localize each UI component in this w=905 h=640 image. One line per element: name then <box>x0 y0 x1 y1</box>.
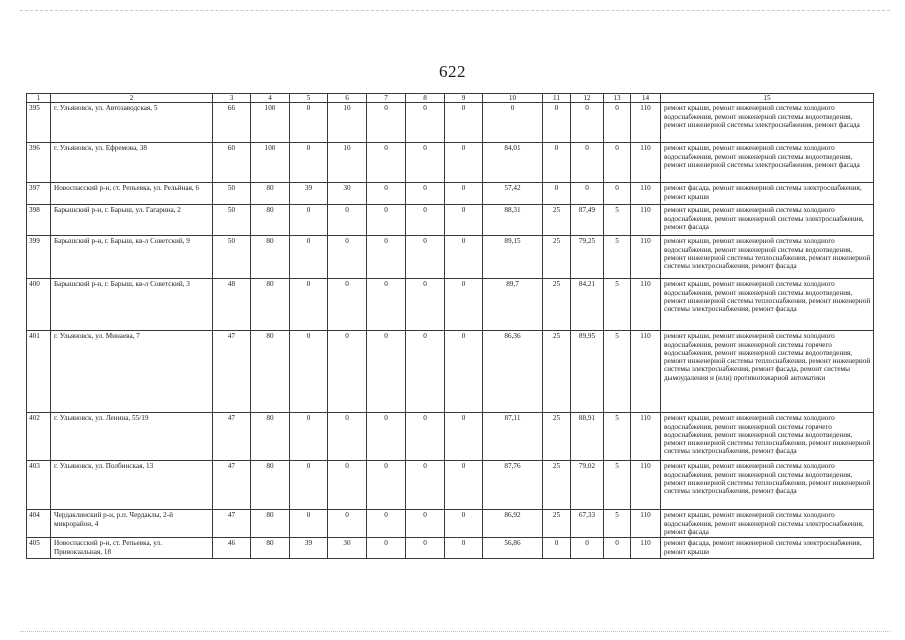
value-cell: 110 <box>631 510 661 538</box>
row-number-cell: 403 <box>27 461 51 510</box>
value-cell: 25 <box>543 236 571 279</box>
address-cell: Барышский р-н, г. Барыш, кв-л Советский, 9 <box>51 236 213 279</box>
value-cell: 0 <box>543 183 571 205</box>
value-cell: 0 <box>445 143 483 183</box>
value-cell: 25 <box>543 413 571 461</box>
value-cell: 80 <box>251 279 290 331</box>
value-cell: 0 <box>367 279 406 331</box>
value-cell: 80 <box>251 538 290 559</box>
value-cell: 57,42 <box>483 183 543 205</box>
value-cell: 0 <box>328 205 367 236</box>
value-cell: 0 <box>290 413 328 461</box>
value-cell: 0 <box>290 205 328 236</box>
value-cell: 0 <box>367 461 406 510</box>
value-cell: 0 <box>367 103 406 143</box>
value-cell: 87,49 <box>571 205 604 236</box>
column-number: 9 <box>445 94 483 103</box>
repair-works-cell: ремонт крыши, ремонт инженерной системы холодного водоснабжения, ремонт инженерной системы водоотведения, ремонт инженерной системы теплоснабжения, ремонт инженерной системы электроснабжения, ремонт фасада <box>661 279 874 331</box>
address-cell: г. Ульяновск, ул. Автозаводская, 5 <box>51 103 213 143</box>
address-cell: Новоспасский р-н, ст. Репьевка, ул. Привокзальная, 18 <box>51 538 213 559</box>
value-cell: 110 <box>631 103 661 143</box>
value-cell: 0 <box>445 103 483 143</box>
value-cell: 0 <box>406 510 445 538</box>
repair-works-cell: ремонт крыши, ремонт инженерной системы холодного водоснабжения, ремонт инженерной системы водоотведения, ремонт инженерной системы теплоснабжения, ремонт инженерной системы электроснабжения, ремонт фасада <box>661 461 874 510</box>
value-cell: 5 <box>604 461 631 510</box>
value-cell: 84,21 <box>571 279 604 331</box>
value-cell: 0 <box>406 413 445 461</box>
value-cell: 0 <box>406 279 445 331</box>
value-cell: 0 <box>406 236 445 279</box>
value-cell: 0 <box>406 143 445 183</box>
value-cell: 0 <box>406 183 445 205</box>
value-cell: 39 <box>290 538 328 559</box>
value-cell: 0 <box>328 236 367 279</box>
value-cell: 56,86 <box>483 538 543 559</box>
value-cell: 100 <box>251 143 290 183</box>
row-number-cell: 396 <box>27 143 51 183</box>
value-cell: 0 <box>406 331 445 413</box>
value-cell: 80 <box>251 461 290 510</box>
value-cell: 39 <box>290 183 328 205</box>
column-number: 2 <box>51 94 213 103</box>
value-cell: 0 <box>445 331 483 413</box>
value-cell: 5 <box>604 331 631 413</box>
repair-works-cell: ремонт крыши, ремонт инженерной системы холодного водоснабжения, ремонт инженерной системы горячего водоснабжения, ремонт инженерной системы водоотведения, ремонт инженерной системы теплоснабжения, ремонт инженерной системы электроснабжения, ремонт фасада <box>661 413 874 461</box>
column-number: 6 <box>328 94 367 103</box>
value-cell: 48 <box>213 279 251 331</box>
value-cell: 0 <box>604 538 631 559</box>
value-cell: 0 <box>543 143 571 183</box>
address-cell: г. Ульяновск, ул. Минаева, 7 <box>51 331 213 413</box>
table-row <box>27 236 874 279</box>
value-cell: 66 <box>213 103 251 143</box>
value-cell: 67,33 <box>571 510 604 538</box>
value-cell: 110 <box>631 183 661 205</box>
value-cell: 110 <box>631 279 661 331</box>
table-row <box>27 538 874 559</box>
address-cell: Барышский р-н, г. Барыш, кв-л Советский, 3 <box>51 279 213 331</box>
value-cell: 25 <box>543 279 571 331</box>
value-cell: 0 <box>445 510 483 538</box>
value-cell: 10 <box>328 103 367 143</box>
column-number: 15 <box>661 94 874 103</box>
value-cell: 50 <box>213 236 251 279</box>
value-cell: 0 <box>571 183 604 205</box>
table-row <box>27 103 874 143</box>
value-cell: 0 <box>328 279 367 331</box>
value-cell: 50 <box>213 205 251 236</box>
scan-edge-bottom <box>20 631 890 632</box>
table-row <box>27 279 874 331</box>
value-cell: 0 <box>445 183 483 205</box>
scan-edge-top <box>20 10 890 11</box>
value-cell: 0 <box>406 205 445 236</box>
value-cell: 0 <box>543 103 571 143</box>
column-number: 1 <box>27 94 51 103</box>
value-cell: 0 <box>290 143 328 183</box>
repair-works-cell: ремонт фасада, ремонт инженерной системы электроснабжения, ремонт крыши <box>661 538 874 559</box>
value-cell: 86,92 <box>483 510 543 538</box>
repair-works-cell: ремонт крыши, ремонт инженерной системы холодного водоснабжения, ремонт инженерной системы водоотведения, ремонт инженерной системы теплоснабжения, ремонт инженерной системы электроснабжения, ремонт фасада <box>661 236 874 279</box>
repair-works-cell: ремонт крыши, ремонт инженерной системы холодного водоснабжения, ремонт инженерной системы электроснабжения, ремонт фасада <box>661 510 874 538</box>
value-cell: 0 <box>367 236 406 279</box>
value-cell: 80 <box>251 331 290 413</box>
column-number: 14 <box>631 94 661 103</box>
value-cell: 47 <box>213 461 251 510</box>
address-cell: Чердаклинский р-н, р.п. Чердаклы, 2-й микрорайон, 4 <box>51 510 213 538</box>
value-cell: 110 <box>631 143 661 183</box>
value-cell: 110 <box>631 461 661 510</box>
value-cell: 10 <box>328 143 367 183</box>
housing-repair-table <box>26 93 874 559</box>
value-cell: 87,11 <box>483 413 543 461</box>
value-cell: 89,7 <box>483 279 543 331</box>
table-row <box>27 331 874 413</box>
column-number-row <box>27 94 874 103</box>
value-cell: 0 <box>290 510 328 538</box>
value-cell: 80 <box>251 510 290 538</box>
value-cell: 0 <box>367 183 406 205</box>
table-row <box>27 205 874 236</box>
value-cell: 0 <box>367 143 406 183</box>
value-cell: 0 <box>445 279 483 331</box>
value-cell: 0 <box>328 413 367 461</box>
value-cell: 47 <box>213 413 251 461</box>
value-cell: 0 <box>445 461 483 510</box>
value-cell: 100 <box>251 103 290 143</box>
repair-works-cell: ремонт крыши, ремонт инженерной системы холодного водоснабжения, ремонт инженерной системы водоотведения, ремонт инженерной системы электроснабжения, ремонт фасада <box>661 103 874 143</box>
value-cell: 0 <box>367 510 406 538</box>
value-cell: 0 <box>367 331 406 413</box>
repair-works-cell: ремонт крыши, ремонт инженерной системы холодного водоснабжения, ремонт инженерной системы горячего водоснабжения, ремонт инженерной системы водоотведения, ремонт инженерной системы теплоснабжения, ремонт инженерной системы электроснабжения, ремонт фасада, ремонт системы дымоудаления и (или) противопожарной автоматики <box>661 331 874 413</box>
value-cell: 0 <box>445 413 483 461</box>
value-cell: 79,25 <box>571 236 604 279</box>
column-number: 13 <box>604 94 631 103</box>
value-cell: 25 <box>543 205 571 236</box>
value-cell: 5 <box>604 413 631 461</box>
row-number-cell: 401 <box>27 331 51 413</box>
table-row <box>27 413 874 461</box>
value-cell: 0 <box>406 103 445 143</box>
value-cell: 5 <box>604 279 631 331</box>
value-cell: 110 <box>631 538 661 559</box>
value-cell: 0 <box>367 538 406 559</box>
value-cell: 0 <box>406 538 445 559</box>
value-cell: 87,76 <box>483 461 543 510</box>
value-cell: 110 <box>631 331 661 413</box>
repair-works-cell: ремонт фасада, ремонт инженерной системы электроснабжения, ремонт крыши <box>661 183 874 205</box>
value-cell: 47 <box>213 510 251 538</box>
row-number-cell: 395 <box>27 103 51 143</box>
address-cell: г. Ульяновск, ул. Ленина, 55/19 <box>51 413 213 461</box>
repair-works-cell: ремонт крыши, ремонт инженерной системы холодного водоснабжения, ремонт инженерной системы электроснабжения, ремонт фасада <box>661 205 874 236</box>
value-cell: 0 <box>571 538 604 559</box>
value-cell: 46 <box>213 538 251 559</box>
value-cell: 0 <box>406 461 445 510</box>
value-cell: 0 <box>571 103 604 143</box>
value-cell: 0 <box>328 510 367 538</box>
value-cell: 5 <box>604 510 631 538</box>
value-cell: 25 <box>543 461 571 510</box>
value-cell: 30 <box>328 183 367 205</box>
value-cell: 0 <box>328 461 367 510</box>
value-cell: 0 <box>483 103 543 143</box>
column-number: 4 <box>251 94 290 103</box>
address-cell: г. Ульяновск, ул. Ефремова, 38 <box>51 143 213 183</box>
value-cell: 80 <box>251 413 290 461</box>
address-cell: г. Ульяновск, ул. Полбинская, 13 <box>51 461 213 510</box>
row-number-cell: 404 <box>27 510 51 538</box>
value-cell: 88,31 <box>483 205 543 236</box>
value-cell: 25 <box>543 331 571 413</box>
value-cell: 110 <box>631 413 661 461</box>
value-cell: 80 <box>251 183 290 205</box>
column-number: 10 <box>483 94 543 103</box>
address-cell: Новоспасский р-н, ст. Репьевка, ул. Рельйная, 6 <box>51 183 213 205</box>
value-cell: 50 <box>213 183 251 205</box>
value-cell: 0 <box>290 461 328 510</box>
column-number: 8 <box>406 94 445 103</box>
value-cell: 110 <box>631 236 661 279</box>
value-cell: 0 <box>290 279 328 331</box>
row-number-cell: 398 <box>27 205 51 236</box>
value-cell: 0 <box>367 205 406 236</box>
value-cell: 0 <box>543 538 571 559</box>
value-cell: 47 <box>213 331 251 413</box>
address-cell: Барышский р-н, г. Барыш, ул. Гагарина, 2 <box>51 205 213 236</box>
column-number: 12 <box>571 94 604 103</box>
value-cell: 0 <box>290 103 328 143</box>
value-cell: 0 <box>604 183 631 205</box>
table-row <box>27 461 874 510</box>
value-cell: 88,91 <box>571 413 604 461</box>
row-number-cell: 400 <box>27 279 51 331</box>
value-cell: 0 <box>367 413 406 461</box>
value-cell: 0 <box>571 143 604 183</box>
value-cell: 25 <box>543 510 571 538</box>
row-number-cell: 402 <box>27 413 51 461</box>
value-cell: 0 <box>290 236 328 279</box>
value-cell: 80 <box>251 236 290 279</box>
value-cell: 89,95 <box>571 331 604 413</box>
value-cell: 5 <box>604 205 631 236</box>
row-number-cell: 397 <box>27 183 51 205</box>
table-row <box>27 143 874 183</box>
value-cell: 0 <box>445 205 483 236</box>
value-cell: 110 <box>631 205 661 236</box>
table-row <box>27 510 874 538</box>
table-row <box>27 183 874 205</box>
page-number: 622 <box>439 62 466 81</box>
value-cell: 0 <box>604 103 631 143</box>
value-cell: 0 <box>604 143 631 183</box>
column-number: 5 <box>290 94 328 103</box>
value-cell: 86,36 <box>483 331 543 413</box>
value-cell: 89,15 <box>483 236 543 279</box>
row-number-cell: 405 <box>27 538 51 559</box>
value-cell: 84,01 <box>483 143 543 183</box>
column-number: 7 <box>367 94 406 103</box>
value-cell: 0 <box>328 331 367 413</box>
value-cell: 0 <box>445 538 483 559</box>
row-number-cell: 399 <box>27 236 51 279</box>
value-cell: 0 <box>445 236 483 279</box>
column-number: 11 <box>543 94 571 103</box>
value-cell: 30 <box>328 538 367 559</box>
value-cell: 60 <box>213 143 251 183</box>
value-cell: 5 <box>604 236 631 279</box>
value-cell: 80 <box>251 205 290 236</box>
value-cell: 79,02 <box>571 461 604 510</box>
value-cell: 0 <box>290 331 328 413</box>
repair-works-cell: ремонт крыши, ремонт инженерной системы холодного водоснабжения, ремонт инженерной системы водоотведения, ремонт инженерной системы электроснабжения, ремонт фасада <box>661 143 874 183</box>
column-number: 3 <box>213 94 251 103</box>
